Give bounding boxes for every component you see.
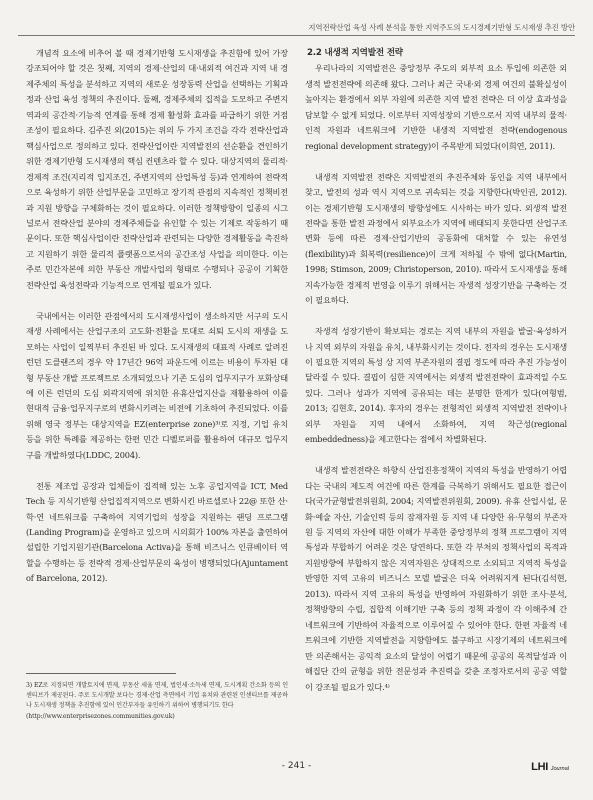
running-header: 지역전략산업 육성 사례 분석을 통한 지역주도의 도시경제기반형 도시재생 추진 방안 bbox=[308, 23, 575, 32]
body-paragraph: 우리나라의 지역발전은 중앙정부 주도의 외부적 요소 투입에 의존한 외생적 발전전략에 의존해 왔다. 그러나 최근 국내·외 경제 여건의 불확실성이 높아지는 환경에서 외부 자원에 의존한 지역 발전 전략은 더 이상 효과성을 담보할 수 없게 되었다. 이로부터 지역성장의 기반으로서 지역 내부의 물적·인적 자원과 네트워크에 기반한 내생적 지역발전 전략(endogenous regional development strategy)이 주목받게 되었다(이희연, 2011). bbox=[305, 63, 567, 151]
journal-name: Journal bbox=[550, 766, 569, 772]
left-column bbox=[26, 46, 288, 587]
footnote-url: (http://www.enterprisezones.communities.gov.uk) bbox=[26, 712, 175, 720]
right-column bbox=[305, 46, 567, 695]
body-paragraph: 개념적 요소에 비추어 볼 때 경제기반형 도시재생을 추진함에 있어 가장 강조되어야 할 것은 첫째, 지역의 경제·산업의 대·내외적 여건과 지역 내 경제주체의 특성을 분석하고 지역의 새로운 성장동력 산업을 선택하는 기획과정과 산업 육성 정책의 추진이다. 둘째, 경제주체의 집적을 도모하고 주변지역과의 공간적·기능적 연계를 통해 경제 활성화 효과를 파급하기 위한 거점 조성이 필요하다. 김주진 외(2015)는 위의 두 가지 조건을 각각 전략산업과 핵심사업으로 정의하고 있다. 전략산업이란 지역발전의 선순환을 견인하기 위한 경제기반형 도시재생의 핵심 컨텐츠라 할 수 있다. 대상지역의 물리적·경제적 조건(지리적 입지조건, 주변지역의 산업특성 등)과 연계하여 전략적으로 육성하기 위한 산업부문을 고민하고 장기적 관점의 지속적인 정책비전과 지원 방향을 구체화하는 것이 필요하다. 이러한 정책방향이 일종의 시그널로서 전략산업 분야의 경제주체들을 유인할 수 있는 기제로 작동하기 때문이다. 또한 핵심사업이란 전략산업과 관련되는 다양한 경제활동을 촉진하고 지원하기 위한 물리적 플랫폼으로서의 공간조성 사업을 의미한다. 이는 주로 민간자본에 의한 부동산 개발사업의 형태로 수행되나 공공이 기획한 전략산업 육성전략과 기능적으로 연계될 필요가 있다. bbox=[26, 48, 288, 290]
header-rule bbox=[18, 35, 575, 36]
footnote bbox=[26, 681, 288, 722]
journal-logo bbox=[531, 761, 569, 773]
journal-brand: LHI bbox=[531, 761, 548, 773]
body-paragraph: 내생적 발전전략은 하향식 산업진흥정책이 지역의 특성을 반영하기 어렵다는 국내의 제도적 여건에 따른 한계를 극복하기 위해서도 필요한 접근이다(국가균형발전위원회, 2004; 지역발전위원회, 2009). 유휴 산업시설, 문화·예술 자산, 기술인력 등의 잠재자원 등 지역 내 다양한 유·무형의 부존자원 등 지역의 자산에 대한 이해가 부족한 중앙정부의 정책 프로그램이 지역 특성과 부합하기 어려운 것은 당연하다. 또한 각 부처의 정책사업의 목적과 지원방향에 부합하지 않은 지역자원은 상대적으로 소외되고 지역적 특성을 반영한 지역 고유의 비즈니스 모델 발굴은 더욱 어려워지게 된다(김석현, 2013). 따라서 지역 고유의 특성을 반영하여 자원화하기 위한 조사·분석, 정책방향의 수립, 집합적 이해기반 구축 등의 정책 과정이 각 이해주체 간 네트워크에 기반하여 자율적으로 이루어질 수 있어야 한다. 한편 자율적 네트워크에 기반한 지역발전을 지향함에도 불구하고 시장기제의 네트워크에만 의존해서는 공익적 요소의 달성이 어렵기 때문에 공공의 목적달성과 이해집단 간의 균형을 위한 전문성과 추진력을 갖춘 조정자로서의 공공 역할이 강조될 필요가 있다.⁴⁾ bbox=[305, 465, 567, 692]
body-paragraph: 자생적 성장기반이 확보되는 경로는 지역 내부의 자원을 발굴·육성하거나 지역 외부의 자원을 유치, 내부화시키는 것이다. 전자의 경우는 도시재생이 필요한 지역의 특성 상 지역 부존자원의 결핍 정도에 따라 추진 가능성이 달라질 수 있다. 결핍이 심한 지역에서는 외생적 발전전략이 효과적일 수도 있다. 그러나 성과가 지역에 공유되는 데는 분명한 한계가 있다(여형범, 2013; 김현호, 2014). 후자의 경우는 전형적인 외생적 지역발전 전략이나 외부 자원을 지역 내에서 소화하여, 지역 착근성(regional embeddedness)을 제고한다는 점에서 차별화된다. bbox=[305, 326, 567, 445]
body-paragraph: 내생적 지역발전 전략은 지역발전의 추진주체와 동인을 지역 내부에서 찾고, 발전의 성과 역시 지역으로 귀속되는 것을 지향한다(박인권, 2012). 이는 경제기반형 도시재생의 방향성에도 시사하는 바가 있다. 외생적 발전전략을 통한 발전 과정에서 외부요소가 지역에 배태되지 못한다면 산업구조 변화 등에 따른 경제·산업기반의 공동화에 대처할 수 있는 유연성(flexibility)과 회복력(resilience)이 크게 저하될 수 밖에 없다(Martin, 1998; Stimson, 2009; Christoperson, 2010). 따라서 도시재생을 통해 지속가능한 경제적 번영을 이루기 위해서는 자생적 성장기반을 구축하는 것이 필요하다. bbox=[305, 171, 567, 306]
body-paragraph: 전통 제조업 공장과 업체들이 집적해 있는 노후 공업지역을 ICT, Med Tech 등 지식기반형 산업집적지역으로 변화시킨 바르셀로나 22@ 또한 산·학·연 네트워크를 구축하여 지역기업의 성장을 지원하는 랜딩 프로그램(Landing Program)을 운영하고 있으며 시의회가 100% 자본을 출연하여 설립한 기업지원기관(Barcelona Activa)을 통해 비즈니스 인큐베이터 역할을 수행하는 등 전략적 경제·산업부문의 육성이 병행되었다(Ajuntament of Barcelona, 2012). bbox=[26, 480, 288, 584]
section-heading: 2.2 내생적 지역발전 전략 bbox=[307, 48, 403, 58]
footnote-rule bbox=[26, 673, 176, 674]
footnote-text: 3) EZ로 지정되면 개발토지에 면제, 부동산 세율 면제, 법인세·소득세 면제, 도시계획 간소화 등의 인센티브가 제공된다. 주로 도시개발 보다는 경제·산업 측면에서 기업 유치와 관련된 인센티브를 제공하나 도시재생 정책을 추진함에 있어 인간부자들 유인하기 위하여 병행되기도 한다 bbox=[26, 682, 288, 710]
page-number: - 241 - bbox=[281, 761, 312, 771]
body-paragraph: 국내에서는 이러한 관점에서의 도시재생사업이 생소하지만 서구의 도시재생 사례에서는 산업구조의 고도화·전환을 토대로 쇠퇴 도시의 재생을 도모하는 사업이 일찍부터 추진된 바 있다. 도시재생의 대표적 사례로 알려진 런던 도클랜즈의 경우 약 17년간 96억 파운드에 이르는 비용이 투자된 대형 부동산 개발 프로젝트로 소개되었으나 기존 도심의 업무지구가 포화상태에 이른 런던의 도심 외곽지역에 위치한 유휴산업지산을 재활용하여 이를 현대적 금융·업무지구로의 변화시키려는 비전에 기초하여 추진되었다. 이를 위해 영국 정부는 대상지역을 EZ(enterprise zone)³⁾로 지정, 기업 유치 등을 위한 특례를 제공하는 한편 민간 디벨로퍼를 활용하여 대규모 업무지구를 개발하였다(LDDC, 2004). bbox=[26, 310, 288, 460]
